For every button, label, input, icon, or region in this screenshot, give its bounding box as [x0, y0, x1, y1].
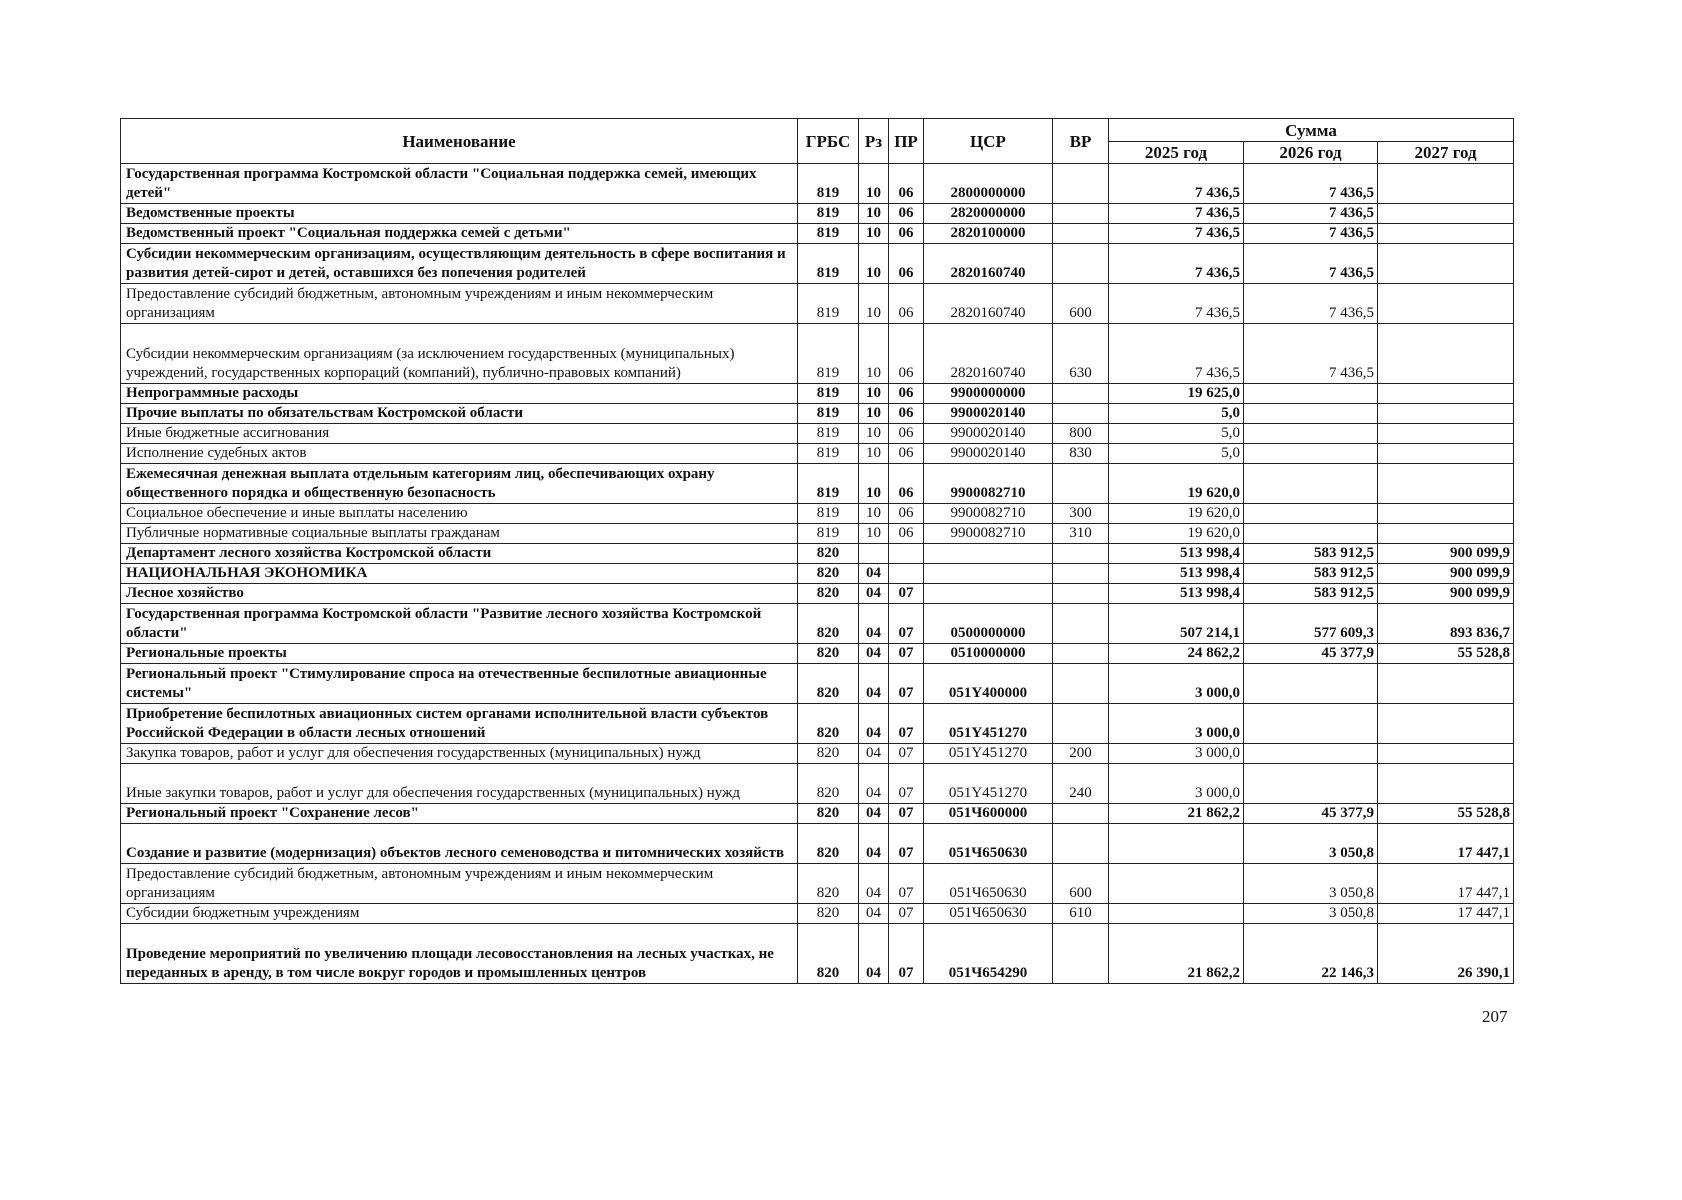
cell-name: Субсидии некоммерческим организациям, осуществляющим деятельность в сфере воспитания и развития детей-сирот и детей, оставшихся без попечения родителей [121, 244, 798, 284]
cell-2027 [1378, 464, 1514, 504]
cell-2025: 24 862,2 [1109, 644, 1244, 664]
cell-grbs: 820 [798, 604, 859, 644]
cell-vr: 610 [1053, 904, 1109, 924]
cell-2027: 17 447,1 [1378, 824, 1514, 864]
cell-2026: 7 436,5 [1244, 164, 1378, 204]
cell-2026 [1244, 764, 1378, 804]
cell-pr: 06 [889, 464, 924, 504]
cell-2026: 583 912,5 [1244, 544, 1378, 564]
cell-rz: 04 [859, 824, 889, 864]
cell-grbs: 819 [798, 464, 859, 504]
cell-csr: 0510000000 [924, 644, 1053, 664]
cell-vr: 200 [1053, 744, 1109, 764]
cell-rz: 04 [859, 704, 889, 744]
cell-vr [1053, 204, 1109, 224]
table-row [121, 164, 1514, 204]
cell-2025: 19 620,0 [1109, 464, 1244, 504]
cell-vr [1053, 804, 1109, 824]
cell-pr: 07 [889, 584, 924, 604]
header-sum: Сумма [1109, 119, 1514, 142]
cell-name: Предоставление субсидий бюджетным, автономным учреждениям и иным некоммерческим организациям [121, 284, 798, 324]
cell-name: Субсидии бюджетным учреждениям [121, 904, 798, 924]
page-number: 207 [1482, 1007, 1508, 1026]
table-row [121, 704, 1514, 744]
cell-vr: 830 [1053, 444, 1109, 464]
cell-rz: 10 [859, 284, 889, 324]
cell-2025: 3 000,0 [1109, 744, 1244, 764]
cell-2027: 900 099,9 [1378, 584, 1514, 604]
cell-grbs: 819 [798, 424, 859, 444]
cell-2027: 55 528,8 [1378, 644, 1514, 664]
cell-grbs: 820 [798, 704, 859, 744]
cell-pr: 06 [889, 504, 924, 524]
cell-name: Проведение мероприятий по увеличению площади лесовосстановления на лесных участках, не переданных в аренду, в том числе вокруг городов и промышленных центров [121, 924, 798, 984]
header-name: Наименование [121, 119, 798, 164]
cell-csr: 2820160740 [924, 324, 1053, 384]
cell-name: Ведомственные проекты [121, 204, 798, 224]
cell-grbs: 819 [798, 504, 859, 524]
cell-vr [1053, 564, 1109, 584]
cell-2025: 7 436,5 [1109, 204, 1244, 224]
cell-2025: 5,0 [1109, 404, 1244, 424]
cell-vr: 600 [1053, 864, 1109, 904]
cell-grbs: 820 [798, 544, 859, 564]
cell-rz: 04 [859, 744, 889, 764]
cell-name: Государственная программа Костромской области "Развитие лесного хозяйства Костромской области" [121, 604, 798, 644]
cell-2027: 55 528,8 [1378, 804, 1514, 824]
table-row [121, 504, 1514, 524]
cell-vr: 300 [1053, 504, 1109, 524]
cell-vr [1053, 824, 1109, 864]
cell-2027: 900 099,9 [1378, 564, 1514, 584]
cell-2025: 3 000,0 [1109, 764, 1244, 804]
cell-2025: 7 436,5 [1109, 324, 1244, 384]
table-row [121, 204, 1514, 224]
cell-pr: 06 [889, 244, 924, 284]
cell-name: Ведомственный проект "Социальная поддержка семей с детьми" [121, 224, 798, 244]
cell-rz: 04 [859, 564, 889, 584]
cell-rz [859, 544, 889, 564]
cell-grbs: 820 [798, 924, 859, 984]
table-row [121, 404, 1514, 424]
cell-grbs: 820 [798, 904, 859, 924]
cell-2025: 3 000,0 [1109, 664, 1244, 704]
cell-rz: 10 [859, 204, 889, 224]
cell-2026 [1244, 424, 1378, 444]
table-row [121, 384, 1514, 404]
cell-grbs: 819 [798, 244, 859, 284]
cell-csr: 0500000000 [924, 604, 1053, 644]
cell-pr: 07 [889, 664, 924, 704]
cell-vr [1053, 544, 1109, 564]
cell-rz: 04 [859, 864, 889, 904]
cell-grbs: 819 [798, 204, 859, 224]
cell-vr [1053, 644, 1109, 664]
cell-pr: 07 [889, 804, 924, 824]
header-csr: ЦСР [924, 119, 1053, 164]
cell-2026: 22 146,3 [1244, 924, 1378, 984]
cell-pr: 06 [889, 404, 924, 424]
cell-2026: 583 912,5 [1244, 584, 1378, 604]
cell-grbs: 820 [798, 864, 859, 904]
cell-grbs: 820 [798, 744, 859, 764]
cell-rz: 10 [859, 404, 889, 424]
cell-vr [1053, 704, 1109, 744]
cell-vr [1053, 384, 1109, 404]
cell-2027 [1378, 764, 1514, 804]
cell-csr: 9900082710 [924, 504, 1053, 524]
cell-pr: 07 [889, 764, 924, 804]
cell-name: Ежемесячная денежная выплата отдельным категориям лиц, обеспечивающих охрану общественного порядка и общественную безопасность [121, 464, 798, 504]
header-vr: ВР [1053, 119, 1109, 164]
cell-name: Закупка товаров, работ и услуг для обеспечения государственных (муниципальных) нужд [121, 744, 798, 764]
cell-2026 [1244, 524, 1378, 544]
cell-csr: 9900020140 [924, 444, 1053, 464]
table-header [121, 119, 1514, 164]
cell-2026: 577 609,3 [1244, 604, 1378, 644]
cell-name: Исполнение судебных актов [121, 444, 798, 464]
cell-2025: 3 000,0 [1109, 704, 1244, 744]
cell-rz: 04 [859, 584, 889, 604]
cell-csr: 051Y451270 [924, 704, 1053, 744]
cell-rz: 10 [859, 424, 889, 444]
cell-rz: 10 [859, 464, 889, 504]
cell-grbs: 820 [798, 804, 859, 824]
cell-csr: 9900020140 [924, 424, 1053, 444]
table-row [121, 284, 1514, 324]
cell-grbs: 819 [798, 224, 859, 244]
table-row [121, 644, 1514, 664]
cell-2026: 7 436,5 [1244, 244, 1378, 284]
cell-grbs: 820 [798, 764, 859, 804]
cell-pr: 06 [889, 324, 924, 384]
cell-pr: 07 [889, 644, 924, 664]
cell-csr: 9900020140 [924, 404, 1053, 424]
cell-grbs: 820 [798, 664, 859, 704]
cell-name: Лесное хозяйство [121, 584, 798, 604]
table-row [121, 544, 1514, 564]
cell-name: Региональный проект "Стимулирование спроса на отечественные беспилотные авиационные системы" [121, 664, 798, 704]
cell-2027 [1378, 424, 1514, 444]
cell-2027: 17 447,1 [1378, 864, 1514, 904]
cell-2026 [1244, 444, 1378, 464]
cell-rz: 04 [859, 804, 889, 824]
cell-csr: 051Y400000 [924, 664, 1053, 704]
table-row [121, 824, 1514, 864]
cell-2027: 893 836,7 [1378, 604, 1514, 644]
cell-2027 [1378, 444, 1514, 464]
cell-2026: 45 377,9 [1244, 644, 1378, 664]
cell-grbs: 819 [798, 444, 859, 464]
cell-rz: 10 [859, 524, 889, 544]
table-row [121, 584, 1514, 604]
cell-csr: 051Y451270 [924, 744, 1053, 764]
cell-rz: 10 [859, 504, 889, 524]
table-row [121, 444, 1514, 464]
cell-2026: 7 436,5 [1244, 204, 1378, 224]
cell-2027 [1378, 204, 1514, 224]
table-row [121, 244, 1514, 284]
table-row [121, 804, 1514, 824]
cell-pr: 07 [889, 604, 924, 644]
cell-grbs: 820 [798, 644, 859, 664]
cell-name: Прочие выплаты по обязательствам Костромской области [121, 404, 798, 424]
cell-csr: 051Ч654290 [924, 924, 1053, 984]
cell-2027 [1378, 244, 1514, 284]
cell-rz: 04 [859, 664, 889, 704]
budget-table [120, 118, 1514, 984]
cell-pr: 06 [889, 204, 924, 224]
cell-csr [924, 544, 1053, 564]
header-grbs: ГРБС [798, 119, 859, 164]
cell-2025: 7 436,5 [1109, 244, 1244, 284]
table-row [121, 424, 1514, 444]
cell-2027 [1378, 664, 1514, 704]
cell-csr: 9900000000 [924, 384, 1053, 404]
cell-2025 [1109, 824, 1244, 864]
cell-csr: 9900082710 [924, 464, 1053, 504]
table-row [121, 524, 1514, 544]
cell-grbs: 819 [798, 284, 859, 324]
cell-pr: 07 [889, 744, 924, 764]
cell-csr: 051Ч650630 [924, 864, 1053, 904]
cell-csr: 2820160740 [924, 244, 1053, 284]
cell-2025: 7 436,5 [1109, 224, 1244, 244]
cell-vr [1053, 224, 1109, 244]
cell-rz: 04 [859, 904, 889, 924]
cell-vr [1053, 924, 1109, 984]
cell-name: Предоставление субсидий бюджетным, автономным учреждениям и иным некоммерческим организациям [121, 864, 798, 904]
cell-2025: 7 436,5 [1109, 164, 1244, 204]
cell-2027 [1378, 744, 1514, 764]
cell-name: Приобретение беспилотных авиационных систем органами исполнительной власти субъектов Российской Федерации в области лесных отношений [121, 704, 798, 744]
cell-2027 [1378, 164, 1514, 204]
cell-2025: 21 862,2 [1109, 924, 1244, 984]
header-rz: Рз [859, 119, 889, 164]
cell-2026: 3 050,8 [1244, 864, 1378, 904]
cell-rz: 10 [859, 444, 889, 464]
cell-pr: 06 [889, 284, 924, 324]
cell-vr: 800 [1053, 424, 1109, 444]
cell-vr [1053, 664, 1109, 704]
cell-pr: 06 [889, 424, 924, 444]
cell-vr: 310 [1053, 524, 1109, 544]
cell-csr: 2820100000 [924, 224, 1053, 244]
cell-pr [889, 544, 924, 564]
cell-2027 [1378, 284, 1514, 324]
cell-vr: 240 [1053, 764, 1109, 804]
cell-grbs: 820 [798, 564, 859, 584]
cell-name: Иные закупки товаров, работ и услуг для обеспечения государственных (муниципальных) нужд [121, 764, 798, 804]
table-row [121, 764, 1514, 804]
cell-vr: 630 [1053, 324, 1109, 384]
table-row [121, 324, 1514, 384]
header-pr: ПР [889, 119, 924, 164]
cell-csr: 9900082710 [924, 524, 1053, 544]
table-row [121, 904, 1514, 924]
cell-2027: 17 447,1 [1378, 904, 1514, 924]
cell-vr: 600 [1053, 284, 1109, 324]
cell-2026: 7 436,5 [1244, 284, 1378, 324]
table-row [121, 464, 1514, 504]
cell-rz: 04 [859, 644, 889, 664]
cell-2025: 507 214,1 [1109, 604, 1244, 644]
cell-2025: 21 862,2 [1109, 804, 1244, 824]
cell-pr: 07 [889, 864, 924, 904]
cell-2026: 7 436,5 [1244, 224, 1378, 244]
cell-2026: 7 436,5 [1244, 324, 1378, 384]
cell-pr: 06 [889, 444, 924, 464]
cell-name: Непрограммные расходы [121, 384, 798, 404]
cell-name: Публичные нормативные социальные выплаты гражданам [121, 524, 798, 544]
table-row [121, 224, 1514, 244]
table-row [121, 924, 1514, 984]
table-row [121, 864, 1514, 904]
cell-2027: 26 390,1 [1378, 924, 1514, 984]
table-row [121, 664, 1514, 704]
cell-2027 [1378, 224, 1514, 244]
header-2025: 2025 год [1109, 142, 1244, 164]
cell-csr [924, 584, 1053, 604]
cell-2025: 19 625,0 [1109, 384, 1244, 404]
cell-rz: 10 [859, 244, 889, 284]
cell-2025: 513 998,4 [1109, 584, 1244, 604]
cell-csr [924, 564, 1053, 584]
cell-2025: 5,0 [1109, 424, 1244, 444]
cell-pr: 06 [889, 524, 924, 544]
cell-grbs: 819 [798, 404, 859, 424]
cell-2025: 513 998,4 [1109, 564, 1244, 584]
cell-2027 [1378, 324, 1514, 384]
cell-csr: 2820000000 [924, 204, 1053, 224]
cell-rz: 04 [859, 604, 889, 644]
cell-name: Создание и развитие (модернизация) объектов лесного семеноводства и питомнических хозяйств [121, 824, 798, 864]
cell-name: НАЦИОНАЛЬНАЯ ЭКОНОМИКА [121, 564, 798, 584]
header-2027: 2027 год [1378, 142, 1514, 164]
cell-2026: 3 050,8 [1244, 904, 1378, 924]
cell-pr: 06 [889, 164, 924, 204]
cell-name: Департамент лесного хозяйства Костромской области [121, 544, 798, 564]
cell-2027 [1378, 524, 1514, 544]
cell-name: Иные бюджетные ассигнования [121, 424, 798, 444]
cell-rz: 04 [859, 924, 889, 984]
table-row [121, 604, 1514, 644]
cell-grbs: 819 [798, 524, 859, 544]
cell-grbs: 819 [798, 324, 859, 384]
cell-vr [1053, 464, 1109, 504]
cell-pr: 07 [889, 924, 924, 984]
cell-name: Региональные проекты [121, 644, 798, 664]
cell-pr: 07 [889, 824, 924, 864]
cell-rz: 10 [859, 164, 889, 204]
cell-2026 [1244, 384, 1378, 404]
cell-rz: 10 [859, 324, 889, 384]
cell-grbs: 820 [798, 824, 859, 864]
cell-2025: 19 620,0 [1109, 524, 1244, 544]
cell-vr [1053, 584, 1109, 604]
cell-csr: 051Ч600000 [924, 804, 1053, 824]
cell-grbs: 820 [798, 584, 859, 604]
cell-pr [889, 564, 924, 584]
cell-2025: 7 436,5 [1109, 284, 1244, 324]
cell-vr [1053, 244, 1109, 284]
cell-vr [1053, 164, 1109, 204]
table-row [121, 744, 1514, 764]
cell-rz: 04 [859, 764, 889, 804]
cell-pr: 07 [889, 904, 924, 924]
cell-name: Социальное обеспечение и иные выплаты населению [121, 504, 798, 524]
cell-csr: 051Y451270 [924, 764, 1053, 804]
cell-2027 [1378, 404, 1514, 424]
cell-vr [1053, 404, 1109, 424]
cell-grbs: 819 [798, 164, 859, 204]
cell-grbs: 819 [798, 384, 859, 404]
cell-2025 [1109, 864, 1244, 904]
cell-2026: 3 050,8 [1244, 824, 1378, 864]
cell-pr: 06 [889, 224, 924, 244]
cell-name: Региональный проект "Сохранение лесов" [121, 804, 798, 824]
cell-2026 [1244, 664, 1378, 704]
cell-2026 [1244, 504, 1378, 524]
cell-2027 [1378, 704, 1514, 744]
header-2026: 2026 год [1244, 142, 1378, 164]
cell-csr: 2800000000 [924, 164, 1053, 204]
cell-2027: 900 099,9 [1378, 544, 1514, 564]
cell-2027 [1378, 384, 1514, 404]
cell-2025: 5,0 [1109, 444, 1244, 464]
cell-2026 [1244, 744, 1378, 764]
cell-2027 [1378, 504, 1514, 524]
cell-2026 [1244, 464, 1378, 504]
cell-csr: 2820160740 [924, 284, 1053, 324]
cell-vr [1053, 604, 1109, 644]
cell-csr: 051Ч650630 [924, 824, 1053, 864]
cell-csr: 051Ч650630 [924, 904, 1053, 924]
cell-2026: 45 377,9 [1244, 804, 1378, 824]
cell-2026 [1244, 404, 1378, 424]
cell-2025: 19 620,0 [1109, 504, 1244, 524]
cell-2025: 513 998,4 [1109, 544, 1244, 564]
cell-pr: 07 [889, 704, 924, 744]
cell-rz: 10 [859, 384, 889, 404]
cell-name: Субсидии некоммерческим организациям (за исключением государственных (муниципальных) учреждений, государственных корпораций (компаний), публично-правовых компаний) [121, 324, 798, 384]
cell-2026: 583 912,5 [1244, 564, 1378, 584]
cell-2025 [1109, 904, 1244, 924]
table-body [121, 164, 1514, 984]
cell-pr: 06 [889, 384, 924, 404]
cell-name: Государственная программа Костромской области "Социальная поддержка семей, имеющих детей" [121, 164, 798, 204]
table-row [121, 564, 1514, 584]
cell-2026 [1244, 704, 1378, 744]
cell-rz: 10 [859, 224, 889, 244]
